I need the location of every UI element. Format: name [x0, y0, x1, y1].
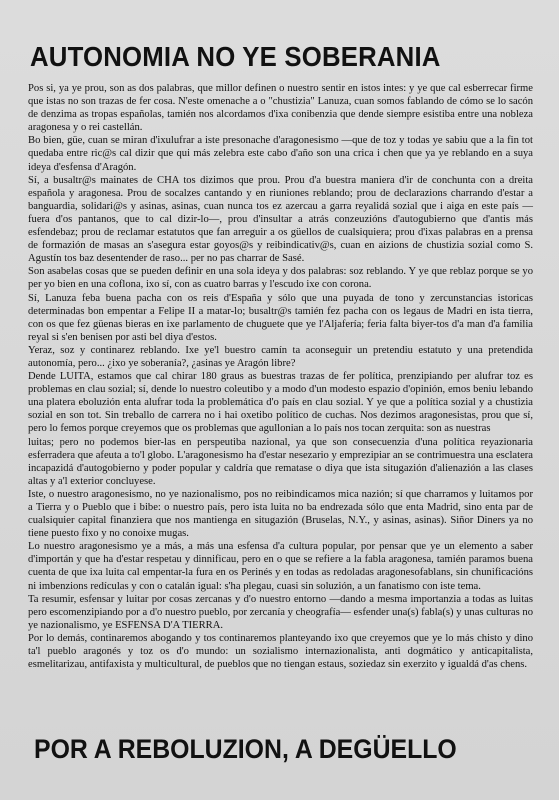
paragraph: Son asabelas cosas que se pueden definir en una sola ideya y dos palabras: soz reblando. Y ye que reblaz porque se yo per yo bien en una coflona, ixo sí, con as cuatro barras y l'escudo ixe con corona.: [28, 266, 533, 291]
paragraph: Ta resumir, esfensar y luitar por cosas zercanas y d'o nuestro entorno —dando a mesma importanzia a todas as luitas pero escomenzipiando por a d'o nuestro pueblo, por zercanía y cheografía— esfender una(s) fabla(s) y unas culturas no ye nazionalismo, ye ESFENSA D'A TIERRA.: [28, 593, 533, 631]
closing-slogan: POR A REBOLUZION, A DEGÜELLO: [34, 734, 457, 764]
paragraph: Bo bien, güe, cuan se miran d'ixulufrar a iste presonache d'aragonesismo —que de toz y todas ye sabiu que a la fin tot quedaba entre ric@s cal dizir que qui más zelebra este cabo d'año son una crica i chen que ya ye reblando en a suya ideya d'esfensa d'Aragón.: [28, 135, 533, 173]
paragraph: Yeraz, soz y continarez reblando. Ixe ye'l buestro camín ta aconseguir un pretendiu estatuto y una pretendida autonomía, pero... ¿ixo ye soberanía?, ¿asinas ye Aragón libre?: [28, 344, 533, 369]
article-body: [28, 82, 533, 671]
paragraph: Iste, o nuestro aragonesismo, no ye nazionalismo, pos no reibindicamos mica nazión; sí que charramos y luitamos por a Tierra y o Pueblo que i bibe: o nuestro país, pero ista luita no ba endrezada sólo que enta Madrid, sino enta par de cualsiquier capital finanziera que nos mantienga en situgazión (Bruselas, N.Y., y asinas, asinas). Siñor Diners ya no tiene puesto fixo y no conoixe mugas.: [28, 488, 533, 540]
paragraph: Por lo demás, continaremos abogando y tos continaremos planteyando ixo que creyemos que ye lo más chisto y dino ta'l pueblo aragonés y toz os d'o mundo: un sozialismo internazionalista, anti dogmático y anticapitalista, esmelitarizau, antifaxista y multicultural, de pueblos que no tiengan estaus, soziedaz sin exerzito y igualdá d'as chens.: [28, 632, 533, 671]
paragraph: Sí, a busaltr@s mainates de CHA tos dizimos que prou. Prou d'a buestra maniera d'ir de conchunta con a dreita española y aragonesa. Prou de socalzes cantando y en riuniones reblando; prou de declarazions charrando d'estar a banguardia, solidari@s y asinas, asinas, cuan nunca tos ez azercau a garra reyalidá sozial que i aiga en este país —fuera d'os pantanos, que to cal dizir-lo—, prou d'insultar a atrás conzeuzións d'autogubierno que d'antis más esfendebaz; prou de reclamar estatutos que fan arreguir a os güellos de cualsiquiera; prou d'ixas palabras en a prensa de formazión de masas an s'asegura estar goyos@s y reibindicativ@s, cuan en aizions de chustizia sozial como S. Agustín tos baz desentender de raso... per no pas charrar de Sasé.: [28, 174, 533, 265]
paragraph: Sí, Lanuza feba buena pacha con os reis d'España y sólo que una puyada de tono y zercunstancias istoricas determinadas bon empentar a Felipe II a matar-lo; busaltr@s tamién fez pacha con os legaus de Madri en ista tierra, con os que fez güenas bieras en ixe parlamento de chuguete que ye l'Aljafería; feria falta biyer-tos d'a man d'a familia reyal si s'en benisen por asti bel diya d'estos.: [28, 292, 533, 343]
paragraph: luitas; pero no podemos bier-las en perspeutiba nazional, ya que son consecuenzia d'una política reyazionaria esferradera que afeuta a to'l globo. L'aragonesismo ha d'estar nesezario y emprezipiar an se contrimuestra una esclatera incapazidá d'autogobierno y poder popular y caldría que rematase o diya que ista situgazión d'alienazión a las clases altas y a'l exterior concluyese.: [28, 436, 533, 487]
page-title: AUTONOMIA NO YE SOBERANIA: [30, 41, 441, 72]
paragraph: Dende LUITA, estamos que cal chirar 180 graus as buestras trazas de fer política, prenzipiando per alufrar toz es problemas en clau sozial; sí, dende lo nuestro coleutibo y a modo d'un modesto espazio d'opinión, emos beniu lebando una platera eboluzión enta alufrar toda la problemática d'o país en clau sozial. Y ye que a política sozial y a chustizia sozial en son tot. Sin treballo de carrera no i hai oxetibo político de cuchas. Nos dezimos aragonesistas, prou que sí, pero lo femos porque creyemos que os problemas que agullonian a lo país nos tocan zerquita: son as nuestras: [28, 371, 533, 435]
paragraph: Lo nuestro aragonesismo ye a más, a más una esfensa d'a cultura popular, por pensar que ye un elemento a saber d'importán y que ha d'estar respetau y dinnificau, pero en o que se refiere a la fabla aragonesa, tamién paramos buena cuenta de que ixa luita cal empentar-la fura en os Perinés y en todas as redoladas aragonesofablans, sin chunificacións ni imbenzions redículas y con o catalán igual: s'ha plegau, cuasi sin soluzión, a un fanatismo con iste tema.: [28, 541, 533, 592]
paragraph: Pos si, ya ye prou, son as dos palabras, que millor definen o nuestro sentir en istos intes: y ye que cal esberrecar firme que istas no son trazas de fer cosa. N'este omenache a o "chustizia" Lanuza, cuan somos fablando de cómo se lo sacón de denzima as tropas españolas, tamién nos alcordamos d'ixa conibenzia que dende siempre esistiba entre una nobleza aragonesa y o rei castellán.: [28, 83, 533, 134]
